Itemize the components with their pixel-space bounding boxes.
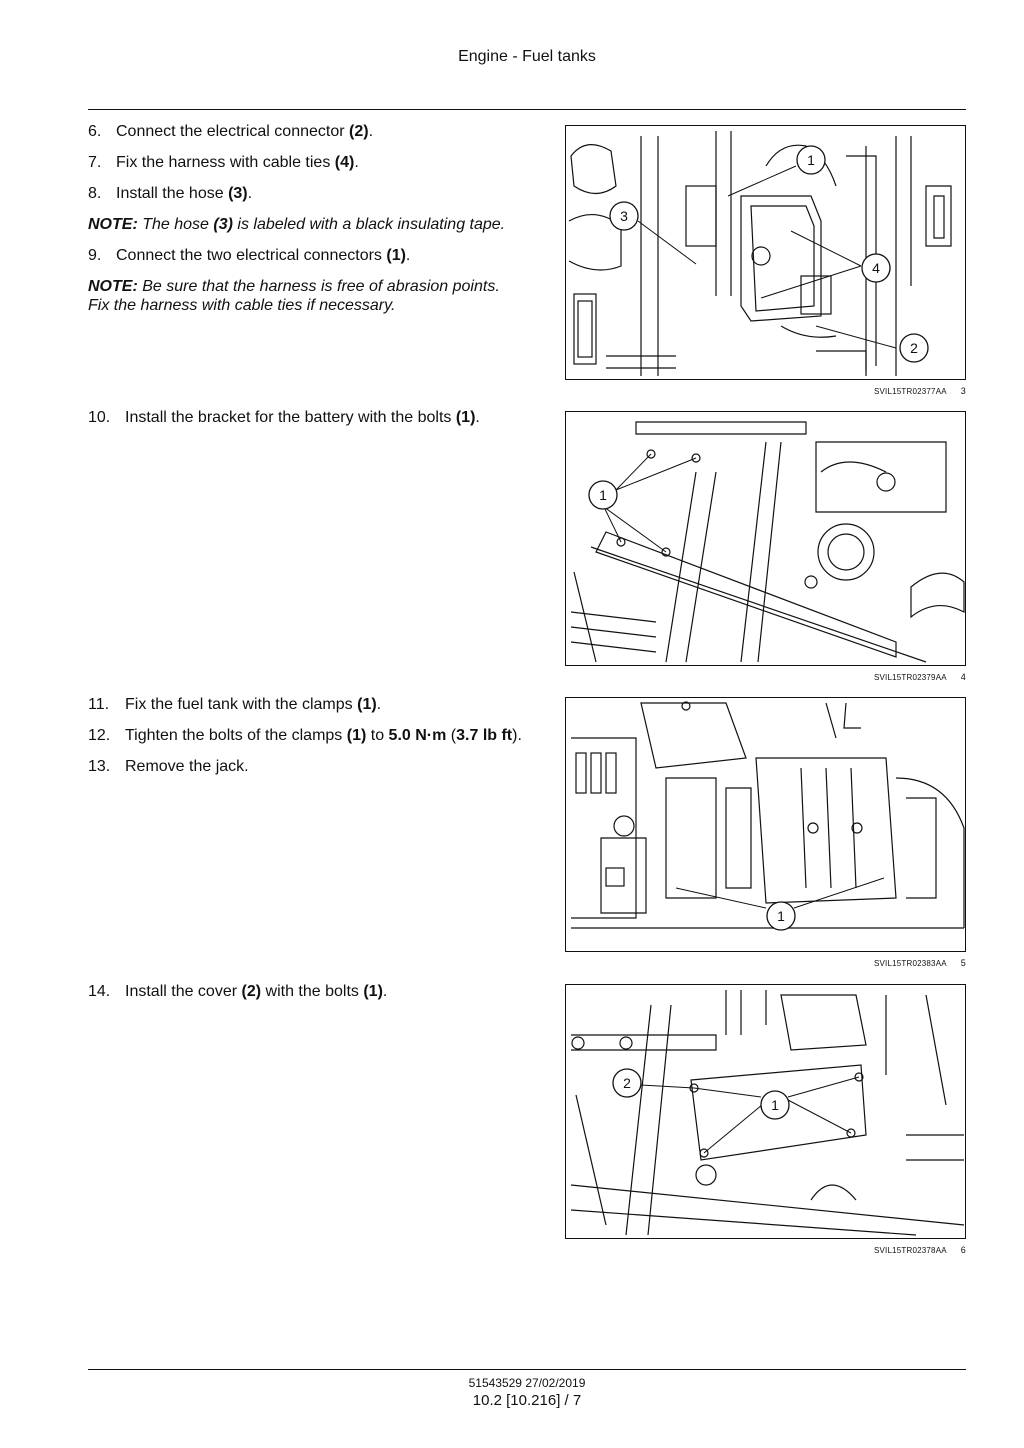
step-text: Tighten the bolts of the clamps	[125, 727, 347, 744]
line-art-illustration	[566, 412, 965, 665]
figure-code: SVIL15TR02377AA	[873, 387, 947, 396]
note-text: Be sure that the harness is free of abrasion points.	[137, 278, 500, 295]
figure-code: SVIL15TR02379AA	[873, 673, 947, 682]
svg-text:2: 2	[623, 1075, 631, 1091]
figure-5	[565, 697, 966, 968]
figure-image	[565, 125, 966, 380]
figure-code: SVIL15TR02378AA	[873, 1246, 947, 1255]
step-text: Connect the electrical connector	[116, 123, 350, 140]
footer-page-number: 10.2 [10.216] / 7	[472, 1392, 582, 1409]
step-number: 6.	[88, 123, 102, 140]
step-text: Fix the harness with cable ties	[116, 154, 335, 171]
step-text: Connect the two electrical connectors	[116, 247, 387, 264]
figure-image	[565, 697, 966, 952]
reference-number: (3)	[228, 185, 248, 202]
step-punct: .	[247, 185, 253, 202]
figure-3	[565, 125, 966, 396]
reference-number: (1)	[455, 409, 476, 426]
step-number: 7.	[88, 154, 102, 171]
note-harness	[88, 277, 538, 315]
figure-code: SVIL15TR02383AA	[873, 959, 947, 968]
svg-text:1: 1	[777, 908, 785, 924]
reference-number: (1)	[386, 247, 406, 264]
step-text: Install the cover	[125, 983, 242, 1000]
page-header-title: Engine - Fuel tanks	[458, 48, 596, 65]
figure-caption	[565, 958, 966, 968]
steps-block-4	[88, 982, 538, 1013]
step-text: Install the hose	[116, 185, 229, 202]
callout-1	[797, 146, 825, 174]
note-label: NOTE:	[88, 278, 138, 295]
step-number: 9.	[88, 247, 102, 264]
note-label: NOTE:	[88, 216, 138, 233]
step-13	[88, 757, 538, 776]
reference-number: (2)	[349, 123, 369, 140]
figure-caption	[565, 1245, 966, 1255]
step-text: Remove the jack.	[125, 758, 249, 775]
step-number: 14.	[88, 983, 111, 1000]
figure-6	[565, 984, 966, 1255]
figure-caption	[565, 386, 966, 396]
step-11	[88, 695, 538, 714]
svg-text:1: 1	[599, 487, 607, 503]
callout-2	[900, 334, 928, 362]
step-punct: .	[376, 696, 382, 713]
line-art-illustration	[566, 126, 965, 379]
step-6	[88, 122, 538, 141]
note-hose-label	[88, 215, 538, 234]
callout-2	[613, 1069, 641, 1097]
callout-1	[589, 481, 617, 509]
figure-image	[565, 411, 966, 666]
step-text: with the bolts	[261, 983, 364, 1000]
torque-value-imperial: 3.7 lb ft	[456, 727, 513, 744]
step-number: 11.	[88, 696, 110, 713]
step-punct: ).	[512, 727, 522, 744]
svg-text:1: 1	[771, 1097, 779, 1113]
figure-number: 4	[960, 672, 966, 682]
steps-block-1	[88, 122, 538, 327]
reference-number: (1)	[357, 696, 377, 713]
note-text: The hose	[137, 216, 214, 233]
svg-text:2: 2	[910, 340, 918, 356]
step-14	[88, 982, 538, 1001]
svg-text:3: 3	[620, 208, 628, 224]
header-rule	[88, 109, 966, 110]
steps-block-3	[88, 695, 538, 788]
step-text: Fix the fuel tank with the clamps	[125, 696, 358, 713]
step-punct: .	[354, 154, 359, 171]
torque-value: 5.0 N·m	[388, 727, 447, 744]
figure-number: 3	[960, 386, 966, 396]
step-12	[88, 726, 538, 745]
figure-caption	[565, 672, 966, 682]
step-text: Install the bracket for the battery with the bolts	[125, 409, 456, 426]
step-punct: .	[382, 983, 388, 1000]
callout-1	[761, 1091, 789, 1119]
svg-text:4: 4	[872, 260, 880, 276]
figure-image	[565, 984, 966, 1239]
callout-1	[767, 902, 795, 930]
callout-4	[862, 254, 890, 282]
step-punct: .	[475, 409, 480, 426]
step-9	[88, 246, 538, 265]
figure-4	[565, 411, 966, 682]
line-art-illustration	[566, 698, 965, 951]
step-7	[88, 153, 538, 172]
reference-number: (2)	[241, 983, 262, 1000]
step-10	[88, 408, 538, 427]
step-punct: .	[405, 247, 411, 264]
reference-number: (1)	[363, 983, 383, 1000]
step-number: 12.	[88, 727, 111, 744]
figure-number: 5	[960, 958, 966, 968]
step-punct: (	[446, 727, 457, 744]
figure-number: 6	[960, 1245, 966, 1255]
footer-rule	[88, 1369, 966, 1370]
step-punct: .	[368, 123, 374, 140]
step-text: to	[366, 727, 389, 744]
callout-3	[610, 202, 638, 230]
step-number: 13.	[88, 758, 111, 775]
step-number: 8.	[88, 185, 102, 202]
reference-number: (3)	[213, 216, 233, 233]
line-art-illustration	[566, 985, 965, 1238]
reference-number: (4)	[334, 154, 355, 171]
footer-document-id: 51543529 27/02/2019	[468, 1376, 586, 1390]
steps-block-2	[88, 408, 538, 439]
step-number: 10.	[88, 409, 111, 426]
reference-number: (1)	[346, 727, 367, 744]
note-text: is labeled with a black insulating tape.	[232, 216, 506, 233]
svg-text:1: 1	[807, 152, 815, 168]
note-text: Fix the harness with cable ties if necessary.	[88, 297, 396, 314]
step-8	[88, 184, 538, 203]
